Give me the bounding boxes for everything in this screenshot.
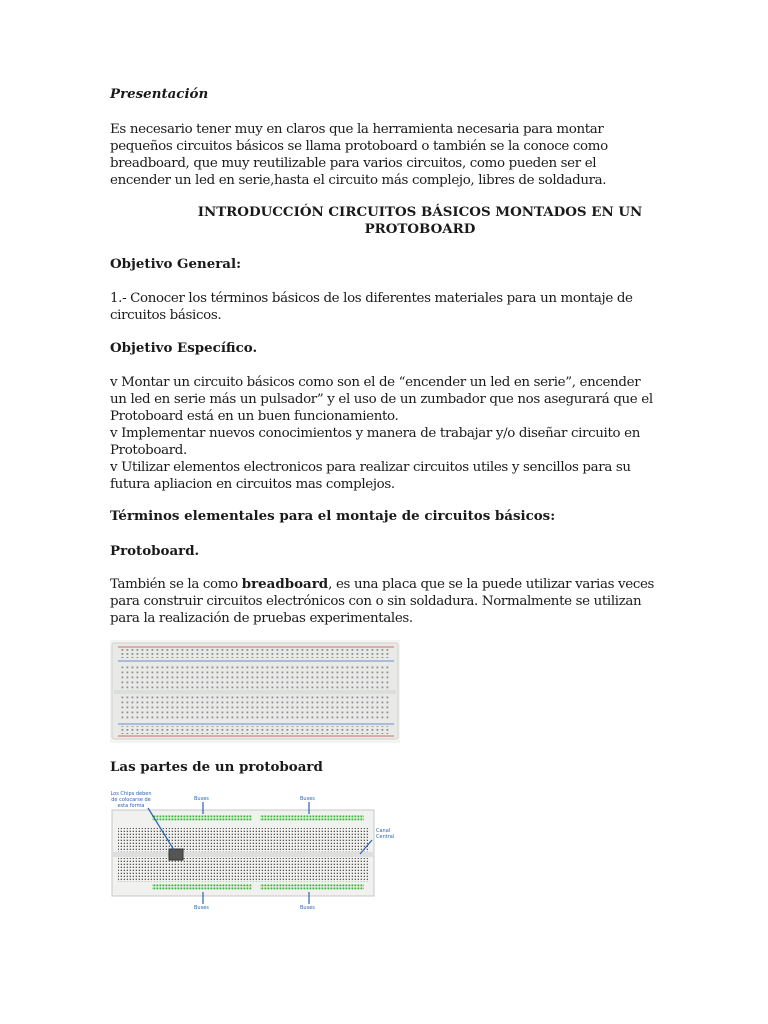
title-line-1: INTRODUCCIÓN CIRCUITOS BÁSICOS MONTADOS EN UN xyxy=(197,204,643,220)
central-channel-label: Canal Central xyxy=(376,828,395,840)
protoboard-paragraph: También se la como breadboard, es una placa que se la puede utilizar varias veces para construir circuitos electrónicos con o sin soldadura. Normalmente se utilizan para la realización de pruebas experimentales. xyxy=(110,576,655,626)
specific-objective-heading: Objetivo Específico. xyxy=(110,340,258,356)
buses-label-top-right: Buses xyxy=(300,796,315,802)
breadboard-photo xyxy=(110,640,400,743)
parts-heading: Las partes de un protoboard xyxy=(110,759,323,775)
buses-label-bottom-right: Buses xyxy=(300,905,315,911)
terms-heading: Términos elementales para el montaje de circuitos básicos: xyxy=(110,508,556,524)
specific-objective-item: v Utilizar elementos electronicos para realizar circuitos utiles y sencillos para su futura apliacion en circuitos mas complejos. xyxy=(110,460,631,492)
general-objective-text: 1.- Conocer los términos básicos de los diferentes materiales para un montaje de circuitos básicos. xyxy=(110,291,633,323)
buses-label-bottom-left: Buses xyxy=(194,905,209,911)
specific-objective-list xyxy=(110,374,655,493)
buses-label-top-left: Buses xyxy=(194,796,209,802)
document-title xyxy=(185,204,655,238)
breadboard-term: breadboard xyxy=(241,576,329,592)
presentation-heading: Presentación xyxy=(110,86,209,102)
specific-objective-item: v Montar un circuito básicos como son el de “encender un led en serie”, encender un led en serie más un pulsador” y el uso de un zumbador que nos asegurará que el Protoboard está en un buen funcionamiento. xyxy=(110,375,653,424)
general-objective-heading: Objetivo General: xyxy=(110,256,242,272)
presentation-paragraph: Es necesario tener muy en claros que la herramienta necesaria para montar pequeños circuitos básicos se llama protoboard o también se la conoce como breadboard, que muy reutilizable para varios circuitos, como pueden ser el encender un led en serie,hasta el circuito más complejo, libres de soldadura. xyxy=(110,122,608,188)
breadboard-parts-diagram xyxy=(108,788,400,912)
title-line-2: PROTOBOARD xyxy=(364,221,476,237)
chips-label: Los Chips deben de colocarse de esta forma xyxy=(110,791,152,809)
specific-objective-item: v Implementar nuevos conocimientos y manera de trabajar y/o diseñar circuito en Protoboard. xyxy=(110,426,640,458)
protoboard-heading: Protoboard. xyxy=(110,543,200,559)
